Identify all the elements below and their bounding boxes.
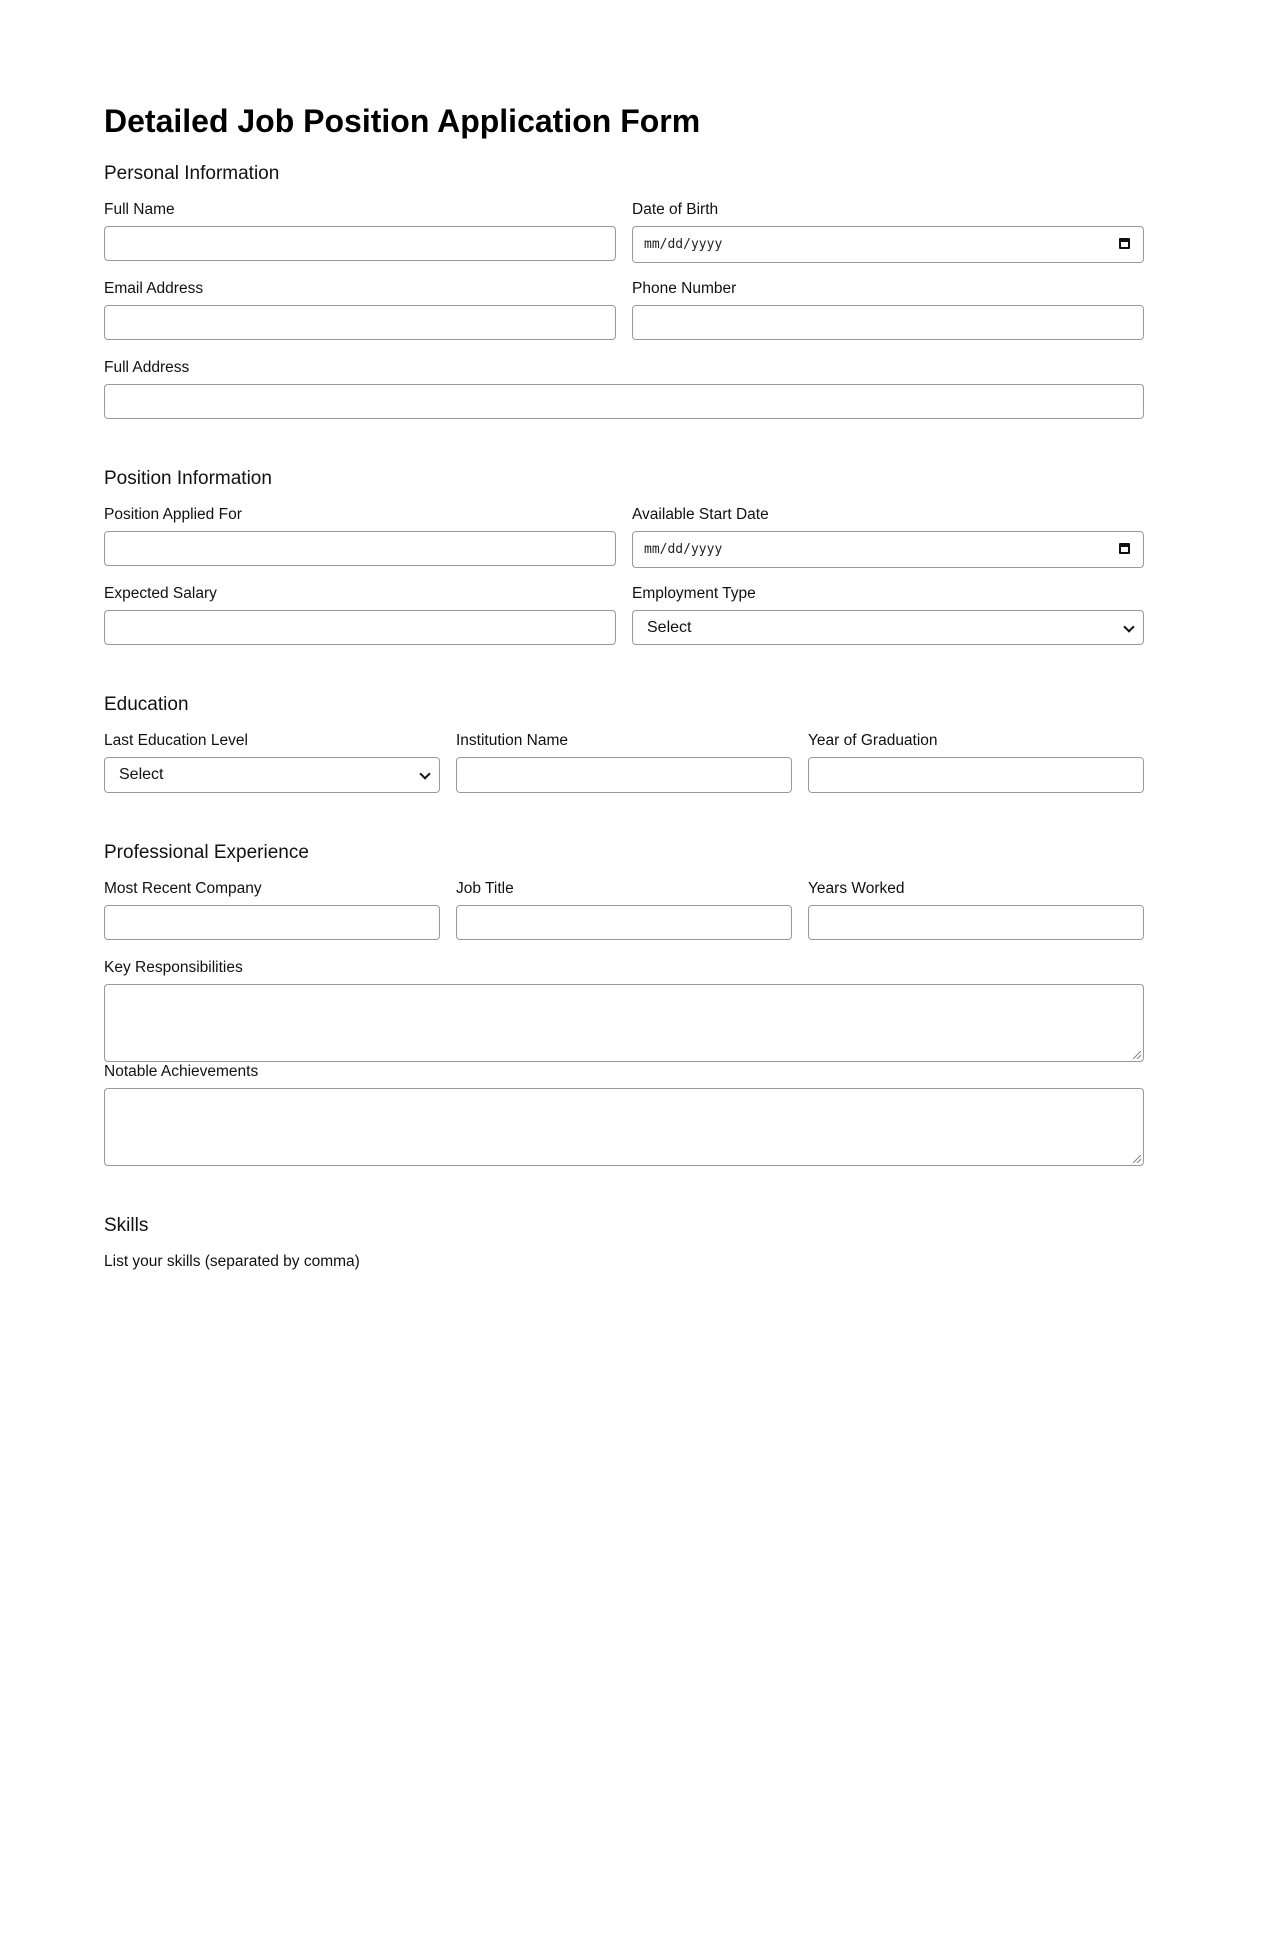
resize-handle-icon[interactable]: [1133, 1155, 1141, 1163]
responsibilities-textarea[interactable]: [104, 984, 1144, 1062]
company-label: Most Recent Company: [104, 880, 262, 897]
employment-type-select[interactable]: [632, 610, 1144, 645]
education-level-label: Last Education Level: [104, 732, 248, 749]
responsibilities-label: Key Responsibilities: [104, 959, 243, 976]
chevron-down-icon: [419, 768, 430, 779]
graduation-year-input[interactable]: [808, 757, 1144, 793]
institution-label: Institution Name: [456, 732, 568, 749]
years-worked-label: Years Worked: [808, 880, 905, 897]
address-label: Full Address: [104, 359, 190, 376]
achievements-textarea[interactable]: [104, 1088, 1144, 1166]
full-name-input[interactable]: [104, 226, 616, 261]
years-worked-input[interactable]: [808, 905, 1144, 940]
job-title-input[interactable]: [456, 905, 792, 940]
section-heading: Position Information: [104, 468, 272, 489]
dob-input[interactable]: [632, 226, 1144, 263]
position-input[interactable]: [104, 531, 616, 566]
experience-section: [104, 841, 1144, 1166]
start-date-input[interactable]: [632, 531, 1144, 568]
employment-type-label: Employment Type: [632, 585, 756, 602]
salary-input[interactable]: [104, 610, 616, 645]
position-label: Position Applied For: [104, 506, 242, 523]
graduation-year-label: Year of Graduation: [808, 732, 938, 749]
email-input[interactable]: [104, 305, 616, 340]
section-heading: Professional Experience: [104, 842, 309, 863]
company-input[interactable]: [104, 905, 440, 940]
salary-label: Expected Salary: [104, 585, 217, 602]
section-heading: Skills: [104, 1215, 149, 1236]
position-section: [104, 467, 1144, 645]
phone-label: Phone Number: [632, 280, 737, 297]
job-title-label: Job Title: [456, 880, 514, 897]
start-date-label: Available Start Date: [632, 506, 769, 523]
select-value: Select: [119, 766, 164, 783]
phone-input[interactable]: [632, 305, 1144, 340]
achievements-label: Notable Achievements: [104, 1063, 259, 1080]
education-section: [104, 693, 1144, 793]
email-label: Email Address: [104, 280, 204, 297]
calendar-icon[interactable]: [1119, 238, 1130, 249]
skills-label: List your skills (separated by comma): [104, 1253, 360, 1270]
education-level-select[interactable]: [104, 757, 440, 793]
section-heading: Personal Information: [104, 163, 280, 184]
skills-section: [104, 1214, 1144, 1272]
full-name-label: Full Name: [104, 201, 175, 218]
address-input[interactable]: [104, 384, 1144, 419]
personal-section: [104, 162, 1144, 419]
calendar-icon[interactable]: [1119, 543, 1130, 554]
section-heading: Education: [104, 694, 189, 715]
date-placeholder: mm/dd/yyyy: [644, 237, 723, 252]
date-placeholder: mm/dd/yyyy: [644, 542, 723, 557]
select-value: Select: [647, 619, 692, 636]
institution-input[interactable]: [456, 757, 792, 793]
chevron-down-icon: [1123, 621, 1134, 632]
resize-handle-icon[interactable]: [1133, 1051, 1141, 1059]
page-title: Detailed Job Position Application Form: [104, 103, 701, 139]
dob-label: Date of Birth: [632, 201, 719, 218]
